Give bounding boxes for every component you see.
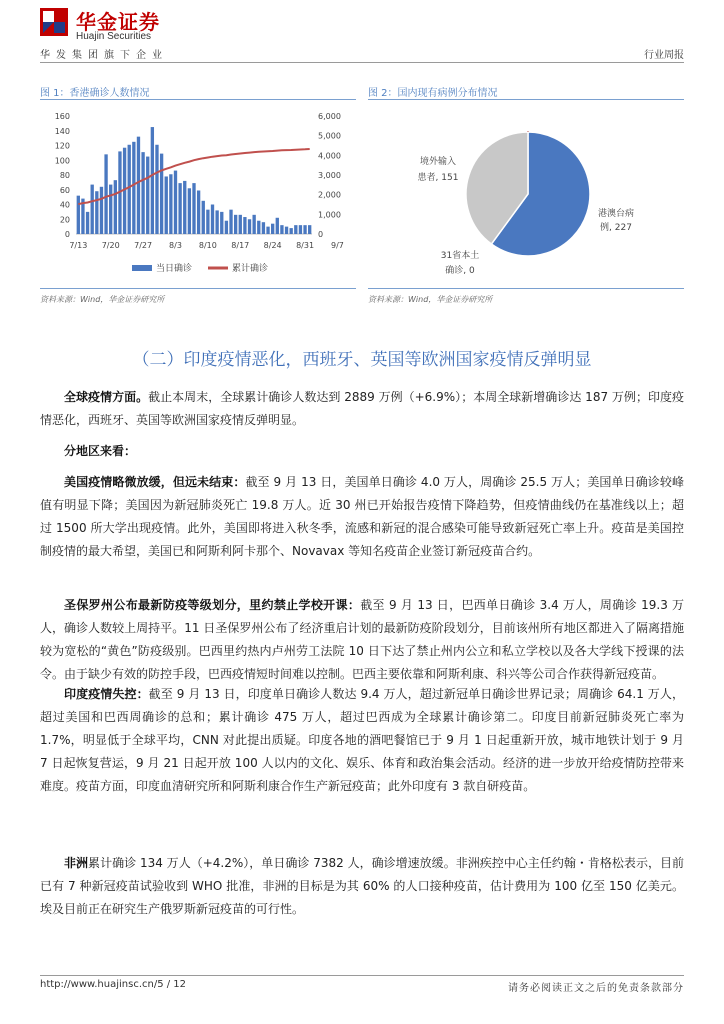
- x-axis-tick-label: 8/31: [296, 241, 315, 250]
- daily-cases-bar: [215, 210, 218, 234]
- pie-data-label-line2: 例, 227: [600, 223, 632, 233]
- paragraph-brazil-text: 截至 9 月 13 日，巴西单日确诊 3.4 万人，周确诊 19.3 万人，确诊人数较上周持平。11 日圣保罗州公布了经济重启计划的最新防疫阶段划分，目前该州所有地区都进入了隔离措施较为宽松的“黄色”防疫级别。巴西里约热内卢州劳工法院 10 日下达了禁止州内公立和私立学校以及各大学线下授课的法令。由于缺少有效的防控手段，巴西疫情短时间难以控制。巴西主要依靠和阿斯利康、科兴等公司合作获得新冠疫苗。: [40, 598, 684, 681]
- daily-cases-bar: [169, 174, 172, 234]
- figure-2-caption: 图 2：国内现有病例分布情况: [368, 88, 498, 99]
- pie-data-label-line1: 31省本土: [440, 251, 480, 261]
- daily-cases-bar: [146, 157, 149, 234]
- x-axis-tick-label: 7/20: [101, 241, 120, 250]
- pie-data-label-line2: 确诊, 0: [445, 266, 475, 276]
- daily-cases-bar: [290, 228, 293, 234]
- daily-cases-bar: [77, 196, 80, 234]
- figure-2-top-rule: [368, 99, 684, 100]
- right-axis-tick-label: 3,000: [318, 171, 341, 180]
- daily-cases-bar: [104, 154, 107, 234]
- legend-swatch-daily: [132, 265, 152, 271]
- paragraph-global-lead: 全球疫情方面。: [64, 390, 149, 404]
- header-divider: [40, 62, 684, 63]
- daily-cases-bar: [151, 127, 154, 234]
- left-axis-tick-label: 100: [54, 156, 70, 166]
- x-axis-tick-label: 8/3: [169, 241, 182, 250]
- daily-cases-bar: [303, 225, 306, 234]
- left-axis-tick-label: 20: [59, 215, 70, 225]
- right-axis-tick-label: 4,000: [318, 151, 341, 161]
- paragraph-usa-lead: 美国疫情略微放缓，但远未结束：: [64, 475, 246, 489]
- daily-cases-bar: [229, 210, 232, 234]
- daily-cases-bar: [299, 225, 302, 234]
- daily-cases-bar: [86, 212, 89, 234]
- daily-cases-bar: [128, 145, 131, 234]
- daily-cases-bar: [155, 145, 158, 234]
- pie-data-label-line1: 港澳台病: [597, 209, 635, 219]
- pie-data-label-line2: 患者, 151: [417, 173, 459, 183]
- paragraph-by-region-lead: 分地区来看：: [64, 444, 137, 458]
- right-axis-tick-label: 2,000: [318, 190, 341, 200]
- daily-cases-bar: [197, 190, 200, 234]
- x-axis-tick-label: 7/13: [69, 241, 88, 250]
- paragraph-brazil: [40, 594, 684, 686]
- figure-1-top-rule: [40, 99, 356, 100]
- daily-cases-bar: [114, 180, 117, 234]
- left-axis-tick-label: 160: [54, 112, 70, 121]
- paragraph-global: [40, 386, 684, 432]
- x-axis-tick-label: 7/27: [134, 241, 153, 250]
- daily-cases-bar: [266, 227, 269, 234]
- daily-cases-bar: [252, 215, 255, 234]
- daily-cases-bar: [248, 219, 251, 234]
- left-axis-tick-label: 120: [54, 141, 70, 151]
- paragraph-africa-text: 累计确诊 134 万人（+4.2%），单日确诊 7382 人，确诊增速放缓。非洲疾控中心主任约翰・肯格松表示，目前已有 7 种新冠疫苗试验收到 WHO 批准，非洲的目标是为其 60% 的人口接种疫苗，估计费用为 100 亿至 150 亿美元。埃及目前正在研究生产俄罗斯新冠疫苗的可行性。: [40, 856, 684, 916]
- x-axis-tick-label: 8/17: [231, 241, 250, 250]
- paragraph-global-text: 截止本周末，全球累计确诊人数达到 2889 万例（+6.9%）；本周全球新增确诊达 187 万例；印度疫情恶化，西班牙、英国等欧洲国家疫情反弹明显。: [40, 390, 684, 427]
- left-axis-tick-label: 0: [64, 230, 70, 239]
- paragraph-usa-text: 截至 9 月 13 日，美国单日确诊 4.0 万人，周确诊 25.5 万人；美国单日确诊较峰值有明显下降；美国因为新冠肺炎死亡 19.8 万人。近 30 州已开始报告疫情下降趋势，但疫情曲线仍在基准线以上；超过 1500 所大学出现疫情。此外，美国即将进入秋冬季，流感和新冠的混合感染可能导致新冠死亡率上升。疫苗是美国控制疫情的最大希望，美国已和阿斯利阿卡那个、Novavax 等知名疫苗企业签订新冠疫苗合约。: [40, 475, 684, 558]
- daily-cases-bar: [178, 183, 181, 234]
- legend-label-cumulative: 累计确诊: [232, 264, 269, 274]
- daily-cases-bar: [294, 225, 297, 234]
- daily-cases-bar: [183, 181, 186, 234]
- daily-cases-bar: [141, 152, 144, 234]
- daily-cases-bar: [206, 210, 209, 234]
- daily-cases-bar: [192, 183, 195, 234]
- paragraph-india-text: 截至 9 月 13 日，印度单日确诊人数达 9.4 万人，超过新冠单日确诊世界记录；周确诊 64.1 万人，超过美国和巴西周确诊的总和；累计确诊 475 万人，超过巴西成为全球累计确诊第二。印度目前新冠肺炎死亡率为 1.7%，明显低于全球平均，CNN 对此提出质疑。印度各地的酒吧餐馆已于 9 月 1 日起重新开放，城市地铁计划于 9 月 7 日起恢复营运，9 月 21 日起开放 100 人以内的文化、娱乐、体育和政治集会活动。经济的进一步放开给疫情防控带来难度。疫苗方面，印度血清研究所和阿斯利康合作生产新冠疫苗；此外印度有 3 款自研疫苗。: [40, 687, 684, 793]
- left-axis-tick-label: 40: [59, 200, 70, 210]
- right-axis-tick-label: 1,000: [318, 210, 341, 220]
- x-axis-tick-label: 8/10: [198, 241, 217, 250]
- daily-cases-bar: [211, 205, 214, 235]
- daily-cases-bar: [285, 227, 288, 234]
- daily-cases-bar: [220, 212, 223, 234]
- daily-cases-bar: [95, 191, 98, 234]
- daily-cases-bar: [239, 215, 242, 234]
- daily-cases-bar: [160, 154, 163, 234]
- figure-1-source: 资料来源：Wind，华金证券研究所: [40, 295, 165, 304]
- daily-cases-bar: [225, 221, 228, 234]
- figure-1-caption: 图 1：香港确诊人数情况: [40, 88, 150, 99]
- paragraph-usa: [40, 471, 684, 563]
- paragraph-india: [40, 683, 684, 798]
- daily-cases-bar: [188, 188, 191, 234]
- legend-label-daily: 当日确诊: [156, 264, 193, 274]
- right-axis-tick-label: 0: [318, 230, 324, 239]
- paragraph-by-region: [40, 440, 684, 463]
- footer-divider: [40, 975, 684, 976]
- daily-cases-bar: [174, 171, 177, 234]
- figure-2-source: 资料来源：Wind，华金证券研究所: [368, 295, 493, 304]
- company-logo-icon: [40, 8, 68, 36]
- footer-url[interactable]: http://www.huajinsc.cn/5 / 12: [40, 979, 187, 990]
- daily-cases-bar: [280, 225, 283, 234]
- paragraph-india-lead: 印度疫情失控：: [64, 687, 149, 701]
- daily-cases-bar: [202, 201, 205, 234]
- daily-cases-bar: [234, 215, 237, 234]
- daily-cases-bar: [109, 185, 112, 234]
- left-axis-tick-label: 80: [59, 171, 70, 180]
- x-axis-tick-label: 9/7: [331, 241, 344, 250]
- x-axis-tick-label: 8/24: [263, 241, 282, 250]
- daily-cases-bar: [165, 176, 168, 234]
- right-axis-tick-label: 5,000: [318, 131, 341, 141]
- figure-1-bottom-rule: [40, 288, 356, 289]
- daily-cases-bar: [100, 187, 103, 234]
- daily-cases-bar: [271, 224, 274, 234]
- report-type: 行业周报: [644, 50, 684, 61]
- daily-cases-bar: [276, 218, 279, 234]
- right-axis-tick-label: 6,000: [318, 112, 341, 121]
- left-axis-tick-label: 140: [54, 126, 70, 136]
- daily-cases-bar: [308, 225, 311, 234]
- section-title: （二）印度疫情恶化，西班牙、英国等欧洲国家疫情反弹明显: [132, 350, 592, 370]
- daily-cases-bar: [137, 137, 140, 234]
- left-axis-tick-label: 60: [59, 185, 70, 195]
- daily-cases-bar: [257, 221, 260, 234]
- paragraph-africa-lead: 非洲: [64, 856, 89, 870]
- paragraph-africa: [40, 852, 684, 921]
- daily-cases-bar: [91, 185, 94, 234]
- daily-cases-bar: [132, 142, 135, 234]
- figure-2-bottom-rule: [368, 288, 684, 289]
- brand-name-en: Huajin Securities: [76, 31, 152, 42]
- daily-cases-bar: [262, 222, 265, 234]
- paragraph-brazil-lead: 圣保罗州公布最新防疫等级划分，里约禁止学校开课：: [64, 598, 361, 612]
- daily-cases-bar: [243, 217, 246, 234]
- brand-name-cn: 华金证券: [76, 10, 160, 34]
- figure-2-chart: [368, 104, 684, 286]
- pie-data-label-line1: 境外输入: [419, 157, 457, 167]
- footer-disclaimer-note: 请务必阅读正文之后的免责条款部分: [508, 983, 684, 994]
- group-tagline: 华发集团旗下企业: [40, 50, 168, 61]
- figure-1-chart: [40, 104, 356, 286]
